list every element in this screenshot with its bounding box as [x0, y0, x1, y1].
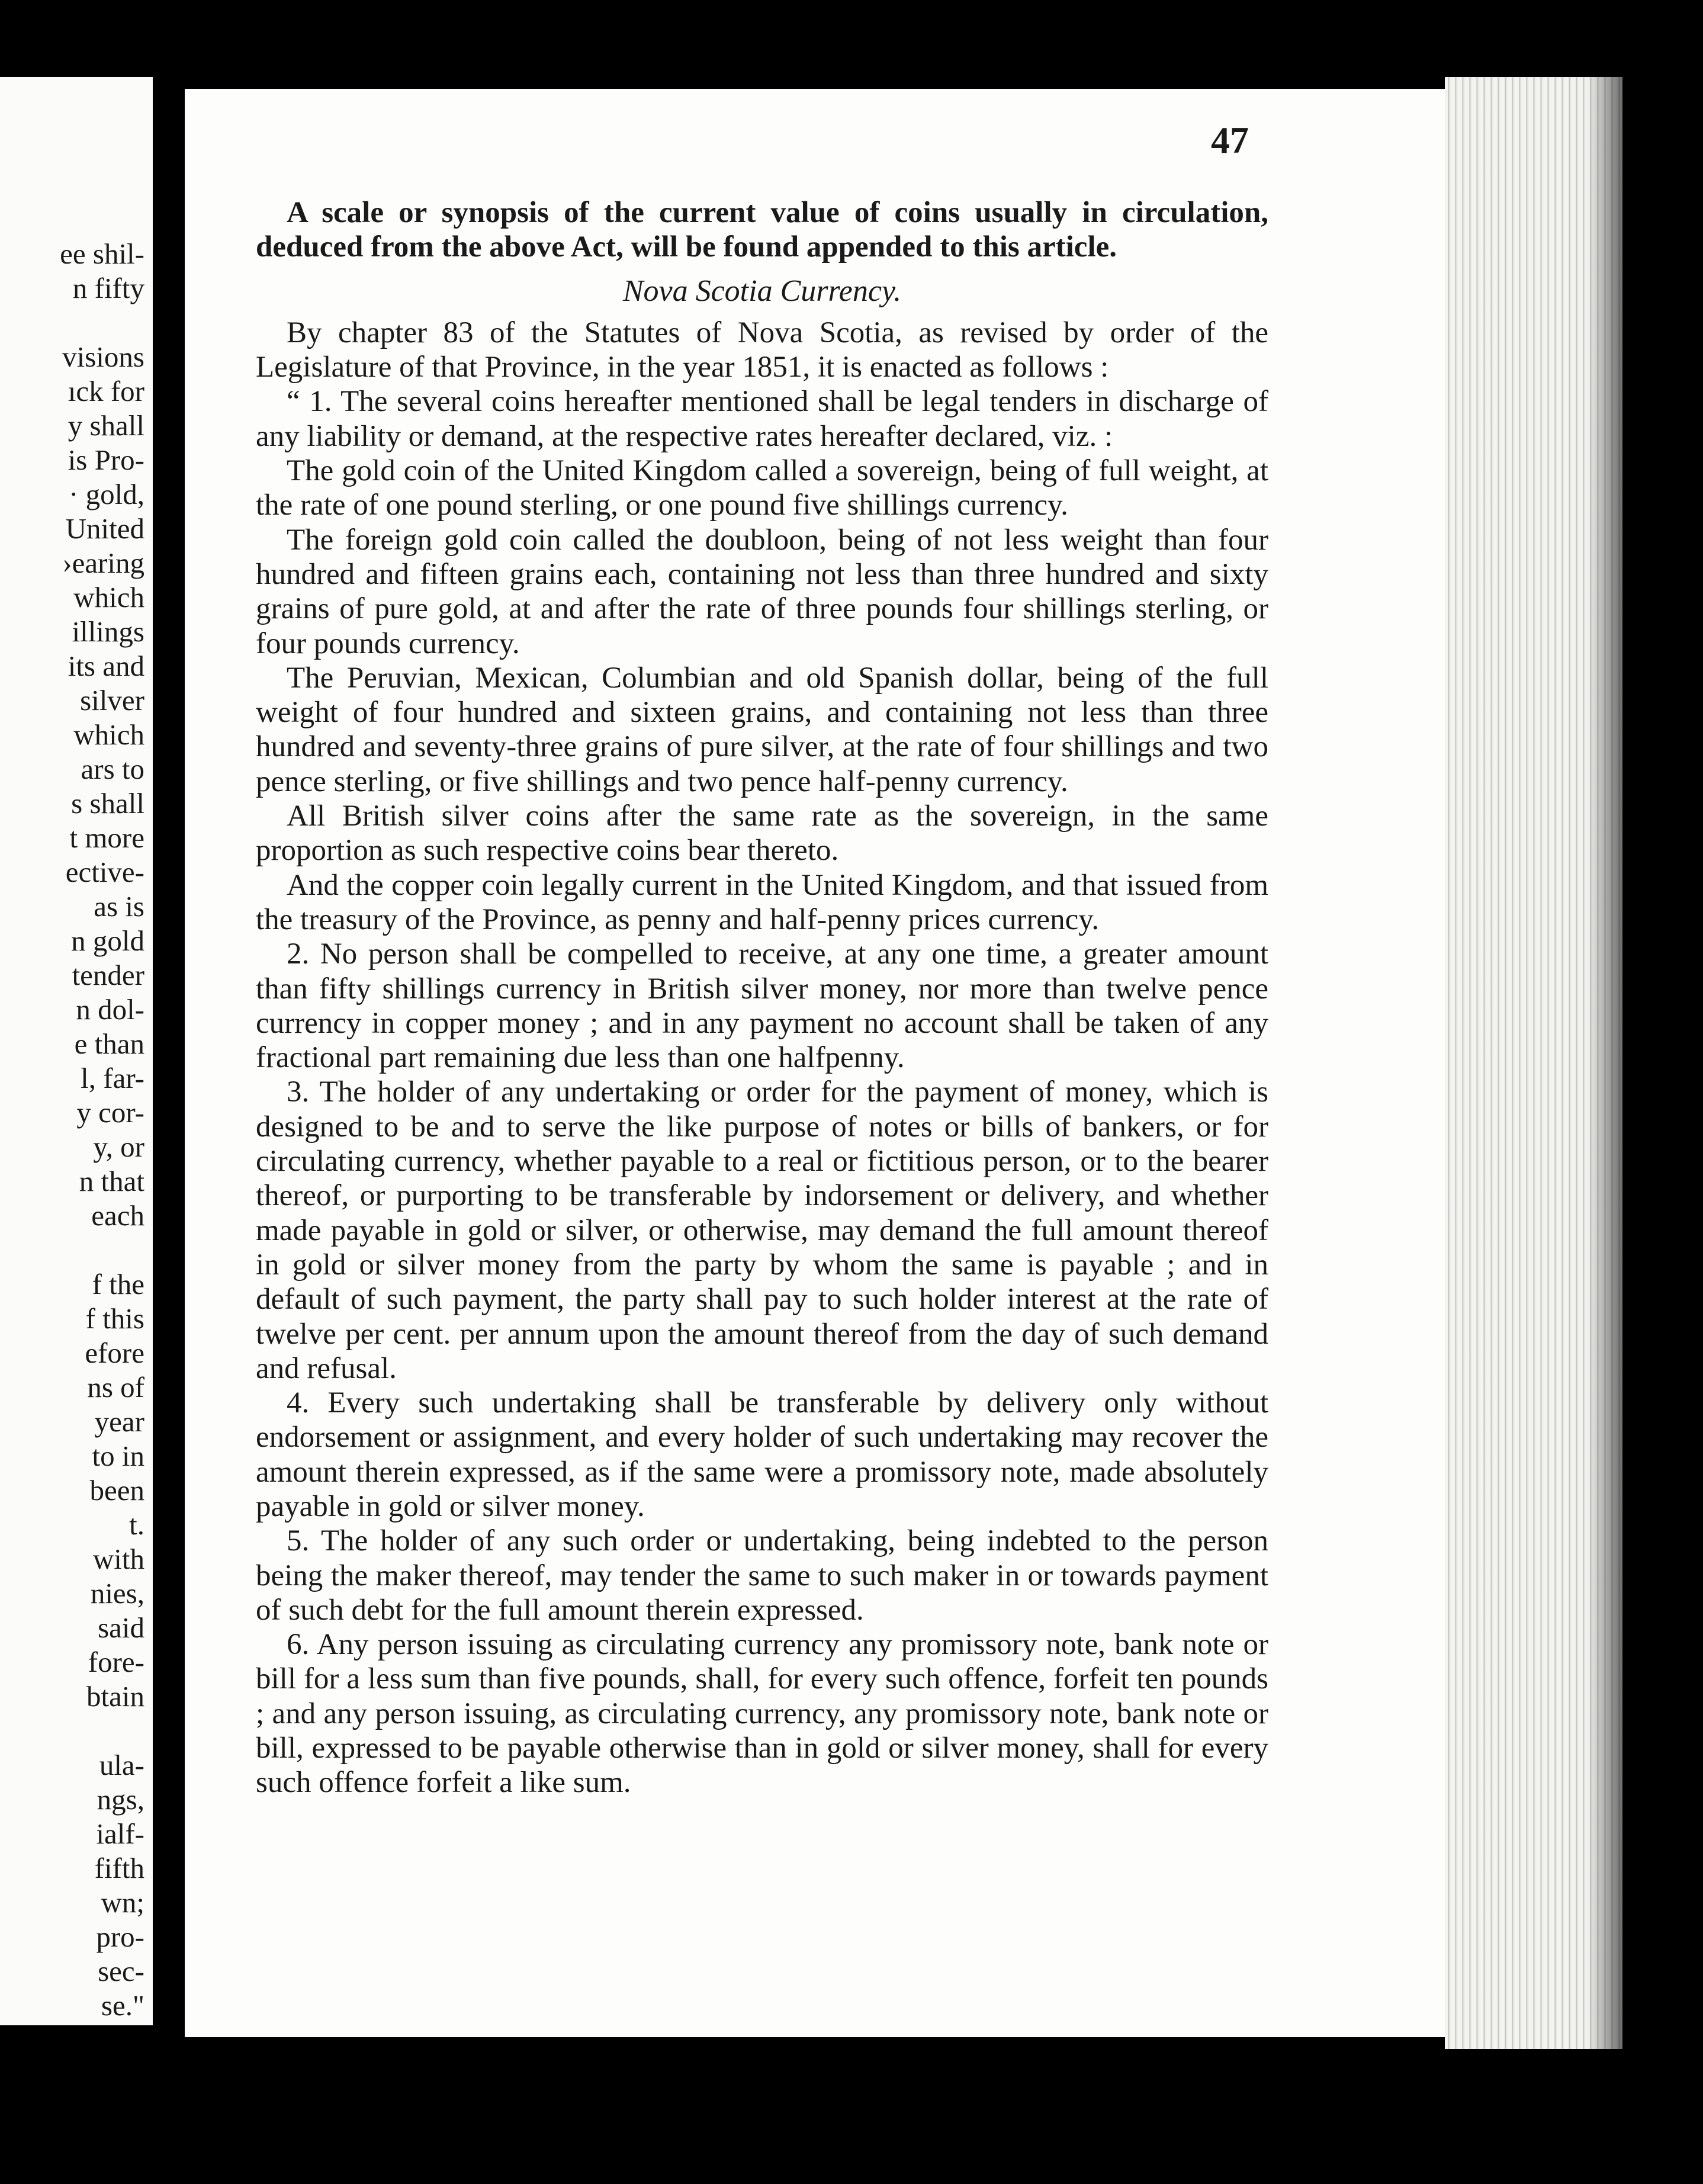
left-page-line: ngs,: [97, 1783, 144, 1816]
left-page-line: s shall: [71, 787, 144, 820]
left-page-line: silver: [80, 684, 144, 717]
paragraph-section-2: 2. No person shall be compelled to receive, at any one time, a greater amount than fifty shillings currency in British silver money, nor more than twelve pence currency in copper money ; and in any payment no account shall be taken of any fractional part remaining due less than one halfpenny.: [256, 937, 1268, 1075]
left-page-line: been: [89, 1474, 144, 1507]
left-page-line: each: [91, 1199, 144, 1232]
left-page-line: nies,: [90, 1577, 144, 1610]
left-page-line: n that: [79, 1165, 144, 1197]
left-page-line: is Pro-: [68, 444, 144, 476]
left-page-line: · gold,: [69, 478, 144, 510]
left-page-line: to in: [92, 1440, 144, 1472]
left-page-line: pro-: [96, 1920, 144, 1953]
left-page-line: e than: [74, 1027, 144, 1060]
left-page-line: y shall: [68, 409, 144, 442]
left-page-line: tender: [72, 959, 144, 991]
left-page-line: ialf-: [96, 1817, 144, 1850]
paragraph-section-3: 3. The holder of any undertaking or order for the payment of money, which is designed to be and to serve the like purpose of notes or bills of bankers, or for circulating currency, whether payable to a real or fictitious person, or to the bearer thereof, or purporting to be transferable by indorsement or delivery, and whether made payable in gold or silver, or otherwise, may demand the full amount thereof in gold or silver money from the party by whom the same is payable ; and in default of such payment, the party shall pay to such holder interest at the rate of twelve per cent. per annum upon the amount thereof from the day of such demand and refusal.: [256, 1075, 1268, 1385]
left-page-line: sec-: [98, 1955, 144, 1987]
left-page-line: illings: [72, 615, 144, 648]
left-page-line: which: [73, 718, 144, 751]
left-page-line: f the: [92, 1268, 144, 1300]
left-page-line: which: [73, 581, 144, 614]
page-edges: [1445, 77, 1622, 2049]
paragraph-sovereign: The gold coin of the United Kingdom called a sovereign, being of full weight, at the rate of one pound sterling, or one pound five shillings currency.: [256, 454, 1268, 522]
left-page-line: as is: [94, 890, 144, 923]
left-page-line: n gold: [71, 924, 144, 957]
paragraph-copper-coin: And the copper coin legally current in the United Kingdom, and that issued from the treasury of the Province, as penny and half-penny prices currency.: [256, 868, 1268, 936]
intro-paragraph: A scale or synopsis of the current value of coins usually in circulation, deduced from the above Act, will be found appended to this article.: [256, 196, 1268, 264]
paragraph-section-1: “ 1. The several coins hereafter mentioned shall be legal tenders in discharge of any liability or demand, at the respective rates hereafter declared, viz. :: [256, 385, 1268, 453]
left-page-line: ective-: [65, 856, 144, 888]
left-page-line: f this: [85, 1302, 144, 1335]
paragraph-dollar: The Peruvian, Mexican, Columbian and old Spanish dollar, being of the full weight of four hundred and sixteen grains, and containing not less than three hundred and seventy-three grains of pure silver, at the rate of four shillings and two pence sterling, or five shillings and two pence half-penny currency.: [256, 661, 1268, 798]
left-page-line: ıck for: [68, 375, 144, 407]
left-page-line: fore-: [88, 1646, 144, 1678]
left-page-line: y, or: [93, 1130, 144, 1163]
left-page-line: t more: [69, 821, 144, 854]
left-page-line: wn;: [101, 1886, 144, 1919]
left-page-line: United: [65, 512, 144, 545]
left-page-line: year: [94, 1405, 144, 1438]
page-body: [256, 195, 1268, 1800]
page-number: 47: [1211, 119, 1249, 161]
left-page-line: visions: [62, 341, 144, 373]
left-page-line: fifth: [94, 1852, 144, 1884]
previous-page-fragment: [0, 77, 153, 2025]
left-page-line: ›earing: [62, 547, 144, 579]
paragraph-section-4: 4. Every such undertaking shall be transferable by delivery only without endorsement or assignment, and every holder of such undertaking may recover the amount therein expressed, as if the same were a promissory note, made absolutely payable in gold or silver money.: [256, 1386, 1268, 1523]
paragraph-doubloon: The foreign gold coin called the doubloon, being of not less weight than four hundred and fifteen grains each, containing not less than three hundred and sixty grains of pure gold, at and after the rate of three pounds four shillings sterling, or four pounds currency.: [256, 523, 1268, 660]
left-page-line: said: [98, 1611, 144, 1644]
left-page-line: y cor-: [76, 1096, 144, 1129]
left-page-line: btain: [86, 1680, 144, 1713]
left-page-line: with: [92, 1543, 144, 1575]
left-page-line: n fifty: [72, 272, 144, 304]
paragraph-enactment: By chapter 83 of the Statutes of Nova Scotia, as revised by order of the Legislature of that Province, in the year 1851, it is enacted as follows :: [256, 316, 1268, 384]
left-page-line: ee shil-: [60, 237, 144, 270]
left-page-line: ars to: [81, 753, 144, 785]
left-page-line: t.: [129, 1508, 144, 1541]
paragraph-silver-coins: All British silver coins after the same rate as the sovereign, in the same proportion as such respective coins bear thereto.: [256, 799, 1268, 868]
left-page-line: se.": [101, 1989, 144, 2022]
section-heading: Nova Scotia Currency.: [622, 274, 902, 308]
paragraph-section-5: 5. The holder of any such order or undertaking, being indebted to the person being the maker thereof, may tender the same to such maker in or towards payment of such debt for the full amount therein expressed.: [256, 1524, 1268, 1627]
left-page-line: its and: [68, 650, 144, 682]
left-page-line: ula-: [99, 1749, 144, 1781]
left-page-line: efore: [85, 1337, 144, 1369]
left-page-line: l, far-: [81, 1062, 144, 1094]
paragraph-section-6: 6. Any person issuing as circulating currency any promissory note, bank note or bill for a less sum than five pounds, shall, for every such offence, forfeit ten pounds ; and any person issuing, as circulating currency, any promissory note, bank note or bill, expressed to be payable otherwise than in gold or silver money, shall for every such offence forfeit a like sum.: [256, 1628, 1268, 1800]
left-page-line: n dol-: [76, 993, 144, 1026]
left-page-line: ns of: [87, 1371, 144, 1403]
